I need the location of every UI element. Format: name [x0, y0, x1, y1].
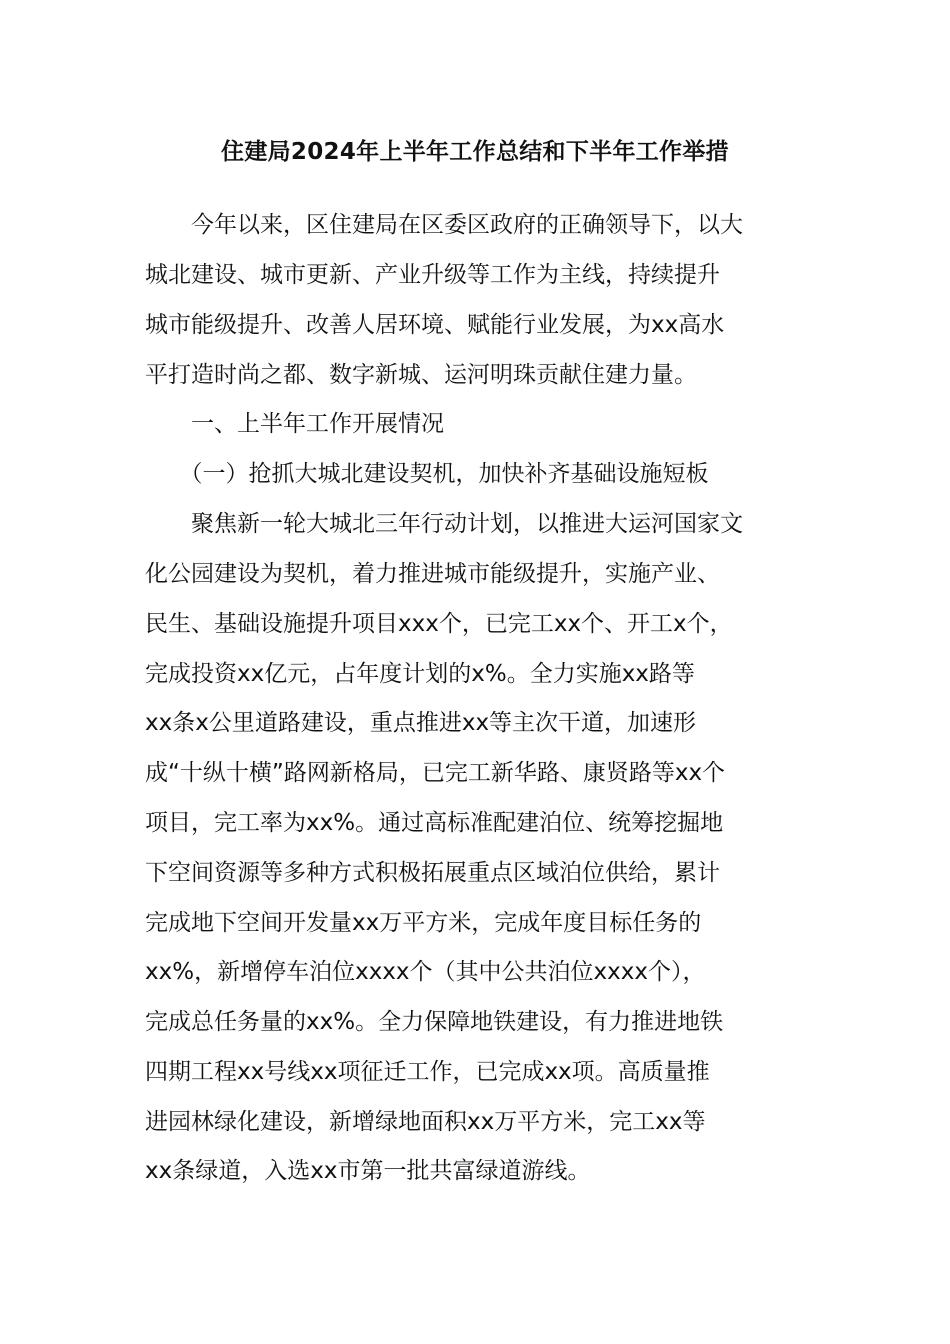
paragraph-line: xx条x公里道路建设，重点推进xx等主次干道，加速形 [145, 710, 697, 736]
paragraph-line: 成“十纵十横”路网新格局，已完工新华路、康贤路等xx个 [145, 760, 726, 786]
section-heading: 一、上半年工作开展情况 [145, 411, 444, 437]
paragraph-line: 完成投资xx亿元，占年度计划的x%。全力实施xx路等 [145, 661, 695, 687]
paragraph-line: 完成地下空间开发量xx万平方米，完成年度目标任务的 [145, 910, 702, 936]
paragraph-line: 城北建设、城市更新、产业升级等工作为主线，持续提升 [145, 262, 720, 288]
paragraph-line: xx%，新增停车泊位xxxx个（其中公共泊位xxxx个）， [145, 959, 706, 985]
paragraph-line: 四期工程xx号线xx项征迁工作，已完成xx项。高质量推 [145, 1059, 710, 1085]
paragraph-line: 进园林绿化建设，新增绿地面积xx万平方米，完工xx等 [145, 1109, 706, 1135]
paragraph-line: 今年以来，区住建局在区委区政府的正确领导下，以大 [145, 212, 743, 238]
paragraph-line: 聚焦新一轮大城北三年行动计划，以推进大运河国家文 [145, 511, 743, 537]
paragraph-line: 下空间资源等多种方式积极拓展重点区域泊位供给，累计 [145, 860, 720, 886]
paragraph-line: 城市能级提升、改善人居环境、赋能行业发展，为xx高水 [145, 312, 725, 338]
paragraph-line: 完成总任务量的xx%。全力保障地铁建设，有力推进地铁 [145, 1009, 724, 1035]
subsection-heading: （一）抢抓大城北建设契机，加快补齐基础设施短板 [145, 461, 709, 487]
paragraph-line: 民生、基础设施提升项目xxx个，已完工xx个、开工x个， [145, 611, 733, 637]
paragraph-line: 平打造时尚之都、数字新城、运河明珠贡献住建力量。 [145, 362, 697, 388]
paragraph-line: xx条绿道，入选xx市第一批共富绿道游线。 [145, 1158, 591, 1184]
paragraph-line: 化公园建设为契机，着力推进城市能级提升，实施产业、 [145, 561, 720, 587]
paragraph-line: 项目，完工率为xx%。通过高标准配建泊位、统筹挖掘地 [145, 810, 724, 836]
document-title: 住建局2024年上半年工作总结和下半年工作举措 [221, 139, 729, 165]
